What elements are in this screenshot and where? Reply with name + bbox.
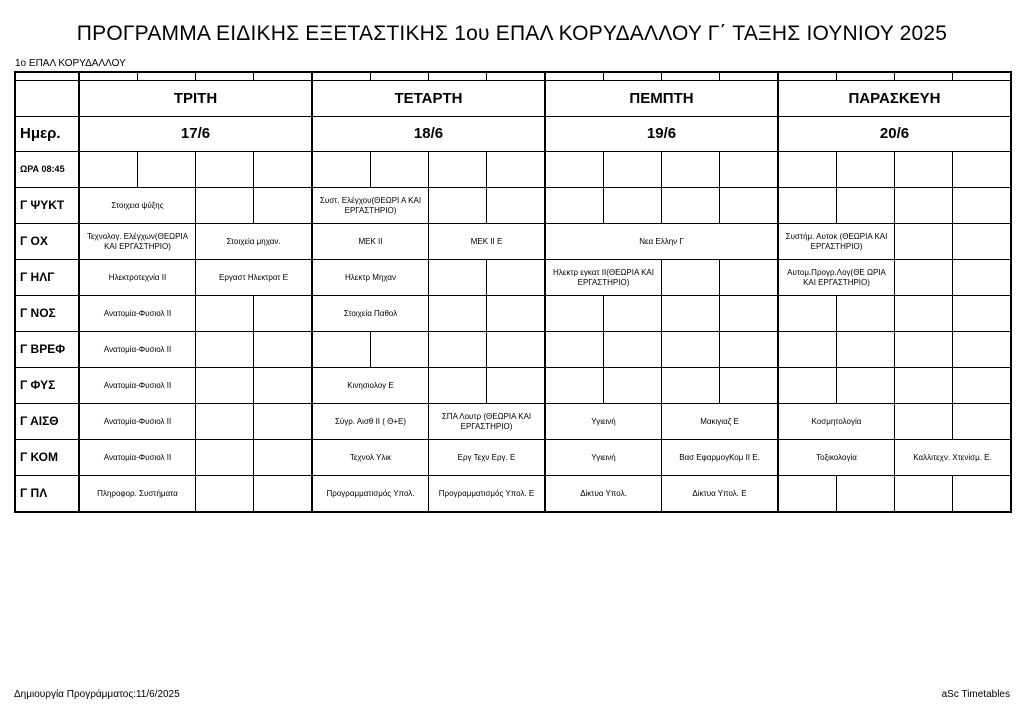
class-label: Γ ΗΛΓ (15, 260, 79, 296)
empty-slot (720, 332, 778, 368)
exam-entry: ΜΕΚ ΙΙ Ε (429, 224, 546, 260)
class-row (15, 188, 1011, 224)
empty-slot (545, 368, 603, 404)
school-name: 1ο ΕΠΑΛ ΚΟΡΥΔΑΛΛΟΥ (15, 58, 126, 69)
class-row (15, 476, 1011, 513)
strip-cell (15, 72, 79, 81)
empty-slot (429, 332, 487, 368)
empty-slot (778, 332, 836, 368)
day-header: ΠΑΡΑΣΚΕΥΗ (778, 81, 1011, 117)
empty-slot (953, 404, 1011, 440)
empty-slot (545, 296, 603, 332)
empty-slot (895, 224, 953, 260)
empty-slot (895, 188, 953, 224)
empty-slot (953, 476, 1011, 513)
empty-slot (836, 296, 894, 332)
class-label: Γ ΨΥΚΤ (15, 188, 79, 224)
day-header: ΤΕΤΑΡΤΗ (312, 81, 545, 117)
exam-entry: Υγιεινή (545, 440, 662, 476)
exam-entry: Κοσμητολογία (778, 404, 895, 440)
time-label: ΩΡΑ 08:45 (15, 152, 79, 188)
exam-entry: Βασ ΕφαρμογΚομ ΙΙ Ε. (662, 440, 779, 476)
exam-entry: Συστ. Ελέγχου(ΘΕΩΡΙ Α ΚΑΙ ΕΡΓΑΣΤΗΡΙΟ) (312, 188, 429, 224)
class-row (15, 368, 1011, 404)
empty-slot (196, 476, 254, 513)
exam-entry: Ηλεκτροτεχνία ΙΙ (79, 260, 196, 296)
empty-slot (662, 332, 720, 368)
strip-cell (953, 72, 1011, 81)
strip-cell (429, 72, 487, 81)
empty-slot (720, 260, 778, 296)
empty-slot (545, 332, 603, 368)
exam-entry: Ανατομία-Φυσιολ ΙΙ (79, 296, 196, 332)
empty-slot (429, 260, 487, 296)
empty-slot (254, 476, 312, 513)
empty-slot (895, 152, 953, 188)
empty-slot (254, 296, 312, 332)
empty-slot (545, 152, 603, 188)
strip-cell (137, 72, 195, 81)
empty-slot (895, 476, 953, 513)
empty-slot (312, 152, 370, 188)
empty-slot (836, 368, 894, 404)
strip-cell (312, 72, 370, 81)
empty-slot (953, 296, 1011, 332)
class-label: Γ ΝΟΣ (15, 296, 79, 332)
empty-slot (778, 188, 836, 224)
exam-entry: Τεχνολογ. Ελέγχων(ΘΕΩΡΙΑ ΚΑΙ ΕΡΓΑΣΤΗΡΙΟ) (79, 224, 196, 260)
empty-slot (662, 260, 720, 296)
exam-entry: Συστήμ. Αυτοκ (ΘΕΩΡΙΑ ΚΑΙ ΕΡΓΑΣΤΗΡΙΟ) (778, 224, 895, 260)
strip-cell (603, 72, 661, 81)
empty-slot (429, 188, 487, 224)
exam-entry: Προγραμματισμός Υπολ. (312, 476, 429, 513)
strip-cell (487, 72, 545, 81)
date-label: Ημερ. (15, 117, 79, 152)
class-label: Γ ΚΟΜ (15, 440, 79, 476)
header-strip (15, 72, 1011, 81)
exam-entry: Τοξικολογία (778, 440, 895, 476)
empty-slot (79, 152, 137, 188)
class-row (15, 224, 1011, 260)
empty-slot (836, 188, 894, 224)
exam-entry: Πληροφορ. Συστήματα (79, 476, 196, 513)
date-header: 19/6 (545, 117, 778, 152)
empty-slot (953, 260, 1011, 296)
exam-entry: Στοιχεία μηχαν. (196, 224, 313, 260)
empty-slot (895, 404, 953, 440)
empty-slot (953, 188, 1011, 224)
empty-slot (254, 152, 312, 188)
day-header: ΤΡΙΤΗ (79, 81, 312, 117)
empty-slot (137, 152, 195, 188)
empty-slot (720, 296, 778, 332)
exam-entry: ΣΠΑ Λουτρ (ΘΕΩΡΙΑ ΚΑΙ ΕΡΓΑΣΤΗΡΙΟ) (429, 404, 546, 440)
empty-slot (953, 368, 1011, 404)
exam-entry: Αυτομ.Προγρ.Λογ(ΘΕ ΩΡΙΑ ΚΑΙ ΕΡΓΑΣΤΗΡΙΟ) (778, 260, 895, 296)
class-label: Γ ΟΧ (15, 224, 79, 260)
exam-entry: Ηλεκτρ Μηχαν (312, 260, 429, 296)
class-row (15, 440, 1011, 476)
exam-entry: ΜΕΚ ΙΙ (312, 224, 429, 260)
class-label: Γ ΦΥΣ (15, 368, 79, 404)
empty-slot (662, 152, 720, 188)
class-row (15, 332, 1011, 368)
empty-slot (836, 332, 894, 368)
empty-slot (196, 296, 254, 332)
exam-entry: Ανατομία-Φυσιολ ΙΙ (79, 404, 196, 440)
strip-cell (545, 72, 603, 81)
class-label: Γ ΒΡΕΦ (15, 332, 79, 368)
date-header: 18/6 (312, 117, 545, 152)
empty-slot (429, 296, 487, 332)
corner-cell (15, 81, 79, 117)
empty-slot (254, 188, 312, 224)
empty-slot (778, 296, 836, 332)
empty-slot (662, 188, 720, 224)
strip-cell (778, 72, 836, 81)
exam-entry: Ηλεκτρ εγκατ ΙΙ(ΘΕΩΡΙΑ ΚΑΙ ΕΡΓΑΣΤΗΡΙΟ) (545, 260, 662, 296)
exam-entry: Κινησιολογ Ε (312, 368, 429, 404)
exam-entry: Νεα Ελλην Γ (545, 224, 778, 260)
exam-entry: Στοιχεία Παθολ (312, 296, 429, 332)
exam-entry: Στοιχεια ψύξης (79, 188, 196, 224)
empty-slot (603, 296, 661, 332)
empty-slot (312, 332, 370, 368)
empty-slot (895, 332, 953, 368)
empty-slot (254, 368, 312, 404)
date-header: 17/6 (79, 117, 312, 152)
empty-slot (603, 152, 661, 188)
software-credit: aSc Timetables (941, 689, 1010, 700)
empty-slot (662, 296, 720, 332)
strip-cell (895, 72, 953, 81)
empty-slot (953, 152, 1011, 188)
class-row (15, 296, 1011, 332)
empty-slot (720, 368, 778, 404)
empty-slot (953, 332, 1011, 368)
class-label: Γ ΠΛ (15, 476, 79, 513)
exam-entry: Προγραμματισμός Υπολ. Ε (429, 476, 546, 513)
strip-cell (254, 72, 312, 81)
exam-entry: Δίκτυα Υπολ. Ε (662, 476, 779, 513)
exam-entry: Εργαστ Ηλεκτροτ Ε (196, 260, 313, 296)
empty-slot (196, 368, 254, 404)
empty-slot (254, 332, 312, 368)
empty-slot (370, 332, 428, 368)
strip-cell (720, 72, 778, 81)
empty-slot (953, 224, 1011, 260)
empty-slot (836, 476, 894, 513)
exam-entry: Εργ Τεχν Εργ. Ε (429, 440, 546, 476)
empty-slot (895, 260, 953, 296)
date-header: 20/6 (778, 117, 1011, 152)
empty-slot (196, 404, 254, 440)
empty-slot (254, 404, 312, 440)
creation-date: Δημιουργία Προγράμματος:11/6/2025 (14, 689, 180, 700)
empty-slot (603, 368, 661, 404)
empty-slot (836, 152, 894, 188)
empty-slot (429, 152, 487, 188)
empty-slot (196, 188, 254, 224)
empty-slot (370, 152, 428, 188)
empty-slot (487, 296, 545, 332)
page-title: ΠΡΟΓΡΑΜΜΑ ΕΙΔΙΚΗΣ ΕΞΕΤΑΣΤΙΚΗΣ 1ου ΕΠΑΛ ΚΟΡΥΔΑΛΛΟΥ Γ΄ ΤΑΞΗΣ ΙΟΥΝΙΟΥ 2025 (76, 22, 948, 45)
empty-slot (487, 188, 545, 224)
empty-slot (487, 368, 545, 404)
strip-cell (370, 72, 428, 81)
empty-slot (778, 152, 836, 188)
exam-entry: Ανατομία-Φυσιολ ΙΙ (79, 332, 196, 368)
time-row (15, 152, 1011, 188)
class-row (15, 404, 1011, 440)
empty-slot (603, 188, 661, 224)
date-row (15, 117, 1011, 152)
empty-slot (196, 152, 254, 188)
exam-entry: Ανατομία-Φυσιολ ΙΙ (79, 440, 196, 476)
empty-slot (487, 260, 545, 296)
empty-slot (429, 368, 487, 404)
strip-cell (79, 72, 137, 81)
empty-slot (487, 152, 545, 188)
empty-slot (778, 476, 836, 513)
empty-slot (895, 368, 953, 404)
empty-slot (545, 188, 603, 224)
empty-slot (487, 332, 545, 368)
empty-slot (720, 152, 778, 188)
class-label: Γ ΑΙΣΘ (15, 404, 79, 440)
empty-slot (662, 368, 720, 404)
empty-slot (196, 440, 254, 476)
timetable (14, 71, 1012, 513)
day-header: ΠΕΜΠΤΗ (545, 81, 778, 117)
empty-slot (254, 440, 312, 476)
empty-slot (895, 296, 953, 332)
empty-slot (603, 332, 661, 368)
exam-entry: Μακιγιαζ Ε (662, 404, 779, 440)
strip-cell (836, 72, 894, 81)
day-header-row (15, 81, 1011, 117)
exam-entry: Σύγρ. Αισθ ΙΙ ( Θ+Ε) (312, 404, 429, 440)
empty-slot (720, 188, 778, 224)
exam-entry: Καλλιτεχν. Χτενίσμ. Ε. (895, 440, 1012, 476)
class-row (15, 260, 1011, 296)
empty-slot (196, 332, 254, 368)
strip-cell (196, 72, 254, 81)
empty-slot (778, 368, 836, 404)
strip-cell (662, 72, 720, 81)
exam-entry: Δίκτυα Υπολ. (545, 476, 662, 513)
exam-entry: Υγιεινή (545, 404, 662, 440)
exam-entry: Ανατομία-Φυσιολ ΙΙ (79, 368, 196, 404)
exam-entry: Τεχνολ Υλικ (312, 440, 429, 476)
